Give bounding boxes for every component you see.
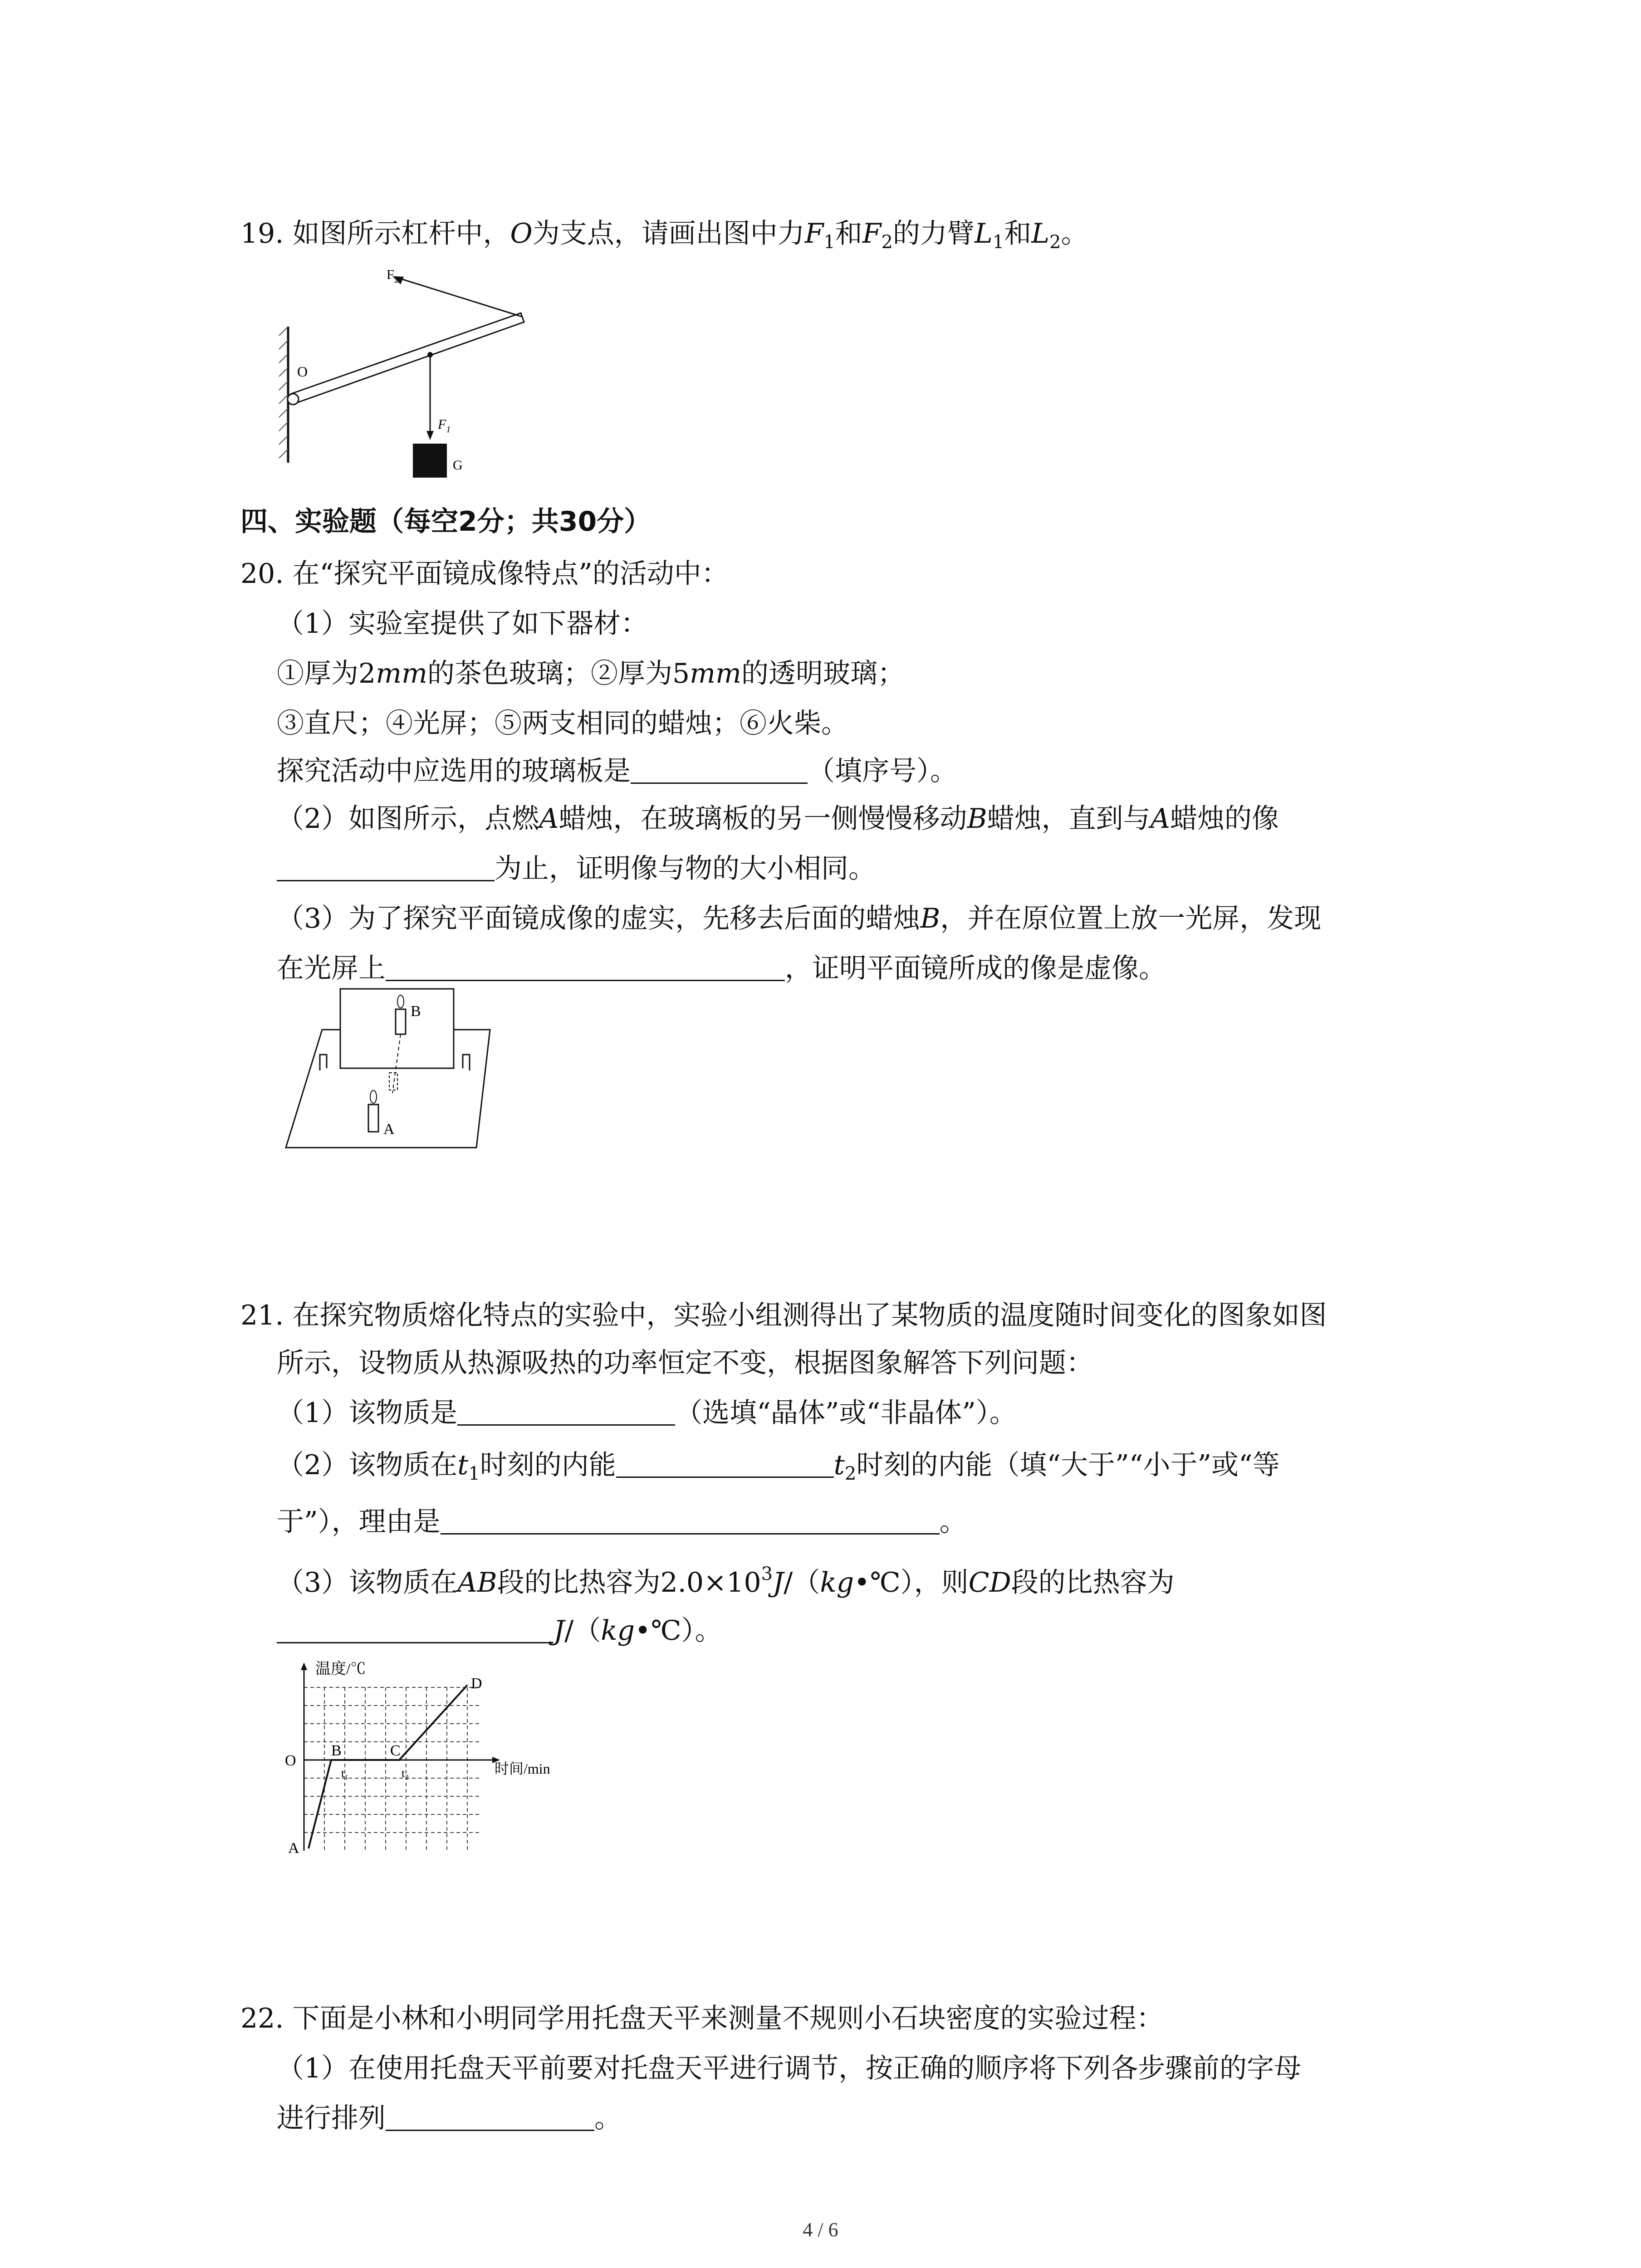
section-title: 四、实验题（每空2分；共30分） (240, 506, 652, 538)
q20-p3: （3）为了探究平面镜成像的虚实，先移去后面的蜡烛B，并在原位置上放一光屏，发现 (277, 903, 1322, 934)
q21-p2: （2）该物质在$t_1$时刻的内能 $t_2$时刻的内能（填“大于”“小于”或“等 (277, 1449, 1280, 1484)
answer-blank[interactable] (277, 853, 495, 881)
point-c-label: C (390, 1742, 401, 1759)
q20-p2: （2）如图所示，点燃A蜡烛，在玻璃板的另一侧慢慢移动B蜡烛，直到与A蜡烛的像 (277, 803, 1279, 835)
mirror-diagram (272, 984, 508, 1157)
q22-p1b: 进行排列 。 (277, 2102, 622, 2134)
x-axis-label: 时间/min (495, 1760, 550, 1777)
q20-p1a: ①厚为2mm的茶色玻璃；②厚为5mm的透明玻璃； (277, 658, 905, 689)
answer-blank[interactable] (616, 1449, 834, 1478)
answer-blank[interactable] (386, 953, 785, 981)
q20-p2b: 为止，证明像与物的大小相同。 (277, 850, 876, 887)
candle-b-label: B (411, 1003, 421, 1020)
q20-p3b: 在光屏上 ，证明平面镜所成的像是虚像。 (277, 953, 1166, 984)
q21-p2b: 于”），理由是 。 (277, 1506, 967, 1538)
q20-p1: （1）实验室提供了如下器材： (277, 608, 648, 640)
q21-l2: 所示，设物质从热源吸热的功率恒定不变，根据图象解答下列问题： (277, 1347, 1093, 1379)
q19-text: 19. 如图所示杠杆中，O为支点，请画出图中力$F_1$和$F_2$的力臂$L_1$和$L_2$。 (240, 218, 1088, 253)
candle-a-label: A (383, 1121, 395, 1138)
point-b-label: B (331, 1742, 342, 1759)
q21-l1: 21. 在探究物质熔化特点的实验中，实验小组测得出了某物质的温度随时间变化的图象如图 (240, 1300, 1327, 1331)
q20-intro: 20. 在“探究平面镜成像特点”的活动中： (240, 558, 729, 590)
f1-label: $F_1$ (438, 417, 451, 435)
y-axis-label: 温度/℃ (315, 1661, 366, 1677)
answer-blank[interactable] (631, 755, 808, 784)
point-a-label: A (288, 1840, 299, 1855)
f2-label: $F_2$ (387, 268, 399, 285)
answer-blank[interactable] (277, 1615, 554, 1643)
point-d-label: D (471, 1675, 482, 1692)
lever-diagram (263, 268, 544, 485)
answer-blank[interactable] (386, 2102, 594, 2131)
q22-p1: （1）在使用托盘天平前要对托盘天平进行调节，按正确的顺序将下列各步骤前的字母 (277, 2053, 1302, 2084)
temperature-time-graph (277, 1660, 622, 1855)
q21-p1: （1）该物质是 （选填“晶体”或“非晶体”）。 (277, 1397, 1017, 1429)
q21-p3b: J/（kg•℃）。 (277, 1613, 722, 1649)
origin-label: O (285, 1752, 296, 1769)
pivot-label: O (297, 363, 308, 380)
t1-label: t₁ (341, 1767, 349, 1780)
page-number: 4 / 6 (803, 2219, 838, 2241)
q20-p1c: 探究活动中应选用的玻璃板是 （填序号）。 (277, 755, 957, 787)
t2-label: t₂ (402, 1767, 409, 1780)
answer-blank[interactable] (457, 1397, 675, 1426)
q22-l1: 22. 下面是小林和小明同学用托盘天平来测量不规则小石块密度的实验过程： (240, 2003, 1164, 2034)
answer-blank[interactable] (441, 1506, 940, 1535)
q20-p1b: ③直尺；④光屏；⑤两支相同的蜡烛；⑥火柴。 (277, 708, 848, 739)
q21-p3: （3）该物质在AB段的比热容为$2.0\times 10^3J/(kg•℃)$，则CD段的比热容为 (277, 1564, 1175, 1598)
weight-label: G (453, 458, 463, 473)
